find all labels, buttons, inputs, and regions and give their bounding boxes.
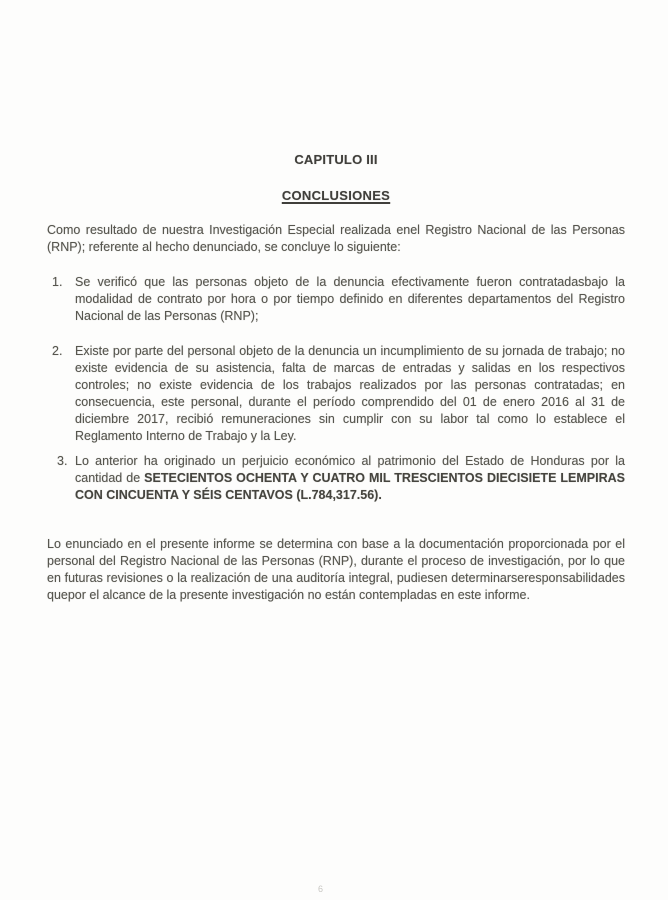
chapter-heading: CAPITULO III [294,152,378,167]
conclusion-item-2 [47,343,625,445]
closing-paragraph: Lo enunciado en el presente informe se determina con base a la documentación proporcionada por el personal del Registro Nacional de las Personas (RNP), durante el proceso de investigación, por lo que en futuras revisiones o la realización de una auditoría integral, pudiesen determinarseresponsabilidades quepor el alcance de la presente investigación no están contempladas en este informe. [47,537,625,602]
item-number: 1. [52,275,63,289]
page-number: 6 [318,884,324,894]
item-text [75,453,625,504]
section-heading: CONCLUSIONES [281,188,391,203]
conclusion-item-3 [47,453,625,504]
item-number: 2. [52,344,63,358]
item-text: Se verificó que las personas objeto de la denuncia efectivamente fueron contratadasbajo la modalidad de contrato por hora o por tiempo definido en diferentes departamentos del Registro Nacional de las Personas (RNP); [75,275,625,323]
conclusions-list [47,274,625,504]
amount-bold-text: SETECIENTOS OCHENTA Y CUATRO MIL TRESCIENTOS DIECISIETE LEMPIRAS CON CINCUENTA Y SÉIS CENTAVOS (L.784,317.56). [75,471,625,502]
item-number: 3. [57,454,68,468]
item-text-prefix: Lo anterior ha originado un perjuicio económico al patrimonio del Estado de Honduras por la cantidad de [75,454,625,485]
intro-paragraph: Como resultado de nuestra Investigación Especial realizada enel Registro Nacional de las Personas (RNP); referente al hecho denunciado, se concluye lo siguiente: [47,223,625,254]
item-text: Existe por parte del personal objeto de la denuncia un incumplimiento de su jornada de trabajo; no existe evidencia de su asistencia, falta de marcas de entradas y salidas en los respectivos controles; no existe evidencia de los trabajos realizados por las personas contratadas; en consecuencia, este personal, durante el período comprendido del 01 de enero 2016 al 31 de diciembre 2017, recibió remuneraciones sin cumplir con su labor tal como lo establece el Reglamento Interno de Trabajo y la Ley. [75,344,625,443]
conclusion-item-1 [47,274,625,325]
